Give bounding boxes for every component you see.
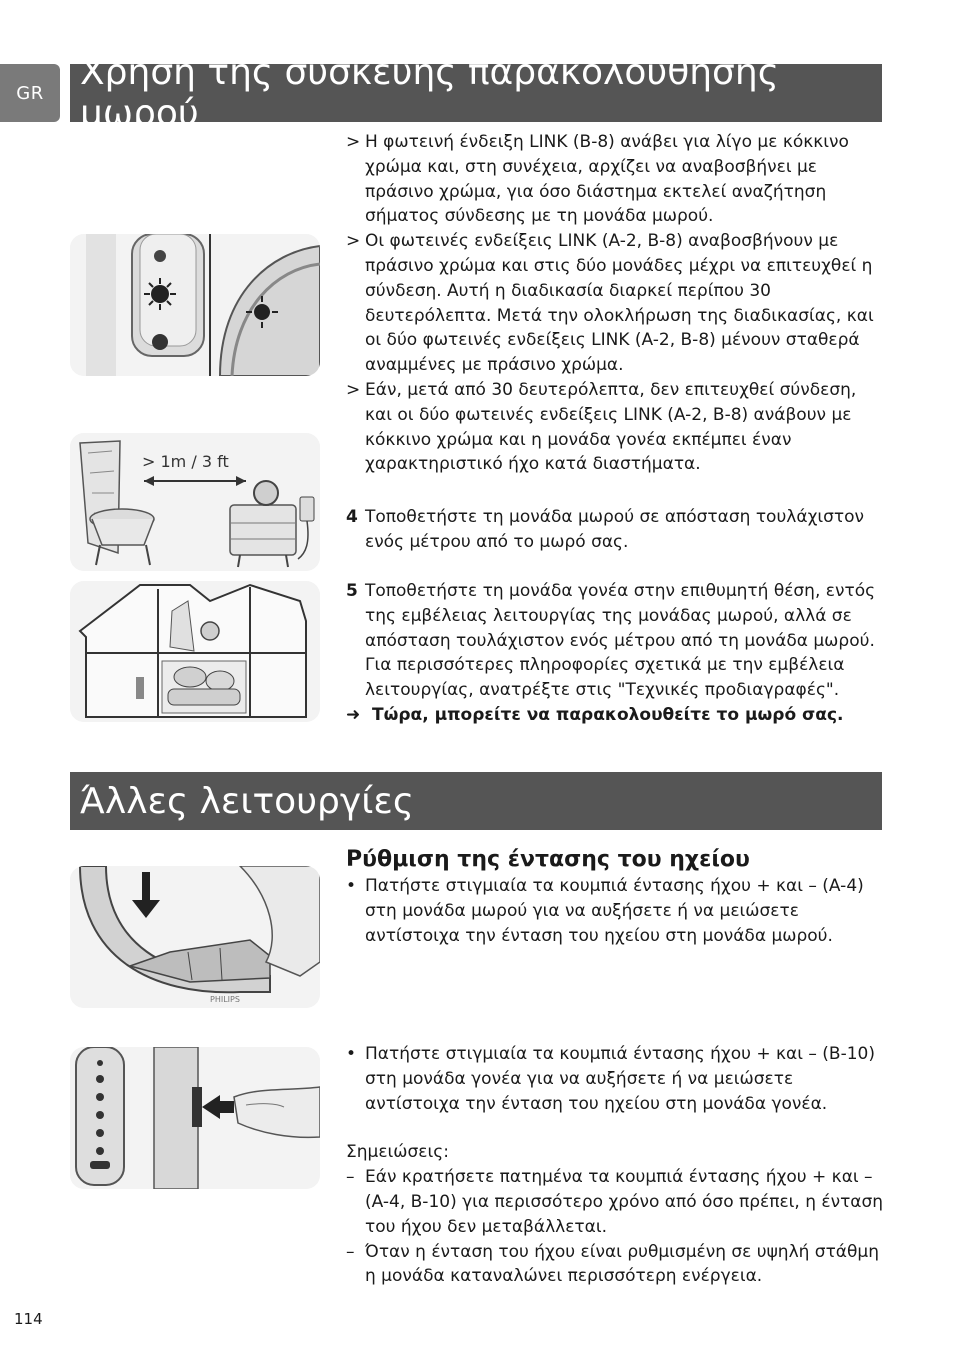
link-light-illustration — [70, 234, 320, 376]
volume-section-parent — [346, 1042, 886, 1289]
note-item: – Όταν η ένταση του ήχου είναι ρυθμισμένη σε υψηλή στάθμη η μονάδα καταναλώνει περισσότερη ενέργεια. — [346, 1241, 880, 1287]
result-line: ➜ Τώρα, μπορείτε να παρακολουθείτε το μωρό σας. — [346, 703, 886, 728]
step-4: 4 Τοποθετήστε τη μονάδα μωρού σε απόσταση τουλάχιστον ενός μέτρου από το μωρό σας. — [346, 507, 865, 552]
step-5: 5 Τοποθετήστε τη μονάδα γονέα στην επιθυμητή θέση, εντός της εμβέλειας λειτουργίας της μονάδας μωρού, αλλά σε απόσταση τουλάχιστον ενός μέτρου από τη μονάδα μωρού. Για περισσότερες πληροφορίες σχετικά με την εμβέλεια λειτουργίας, ανατρέξτε στις "Τεχνικές προδιαγραφές". ➜ Τώρα, μπορείτε να παρακολουθείτε το μωρό σας. — [346, 579, 886, 728]
note-item: – Εάν κρατήσετε πατημένα τα κουμπιά έντασης ήχου + και – (A-4, B-10) για περισσότερο χρόνο από όσο πρέπει, η ένταση του ήχου δεν μεταβάλλεται. — [346, 1167, 884, 1237]
language-tab: GR — [0, 64, 60, 122]
subheading-volume: Ρύθμιση της έντασης του ηχείου — [346, 847, 750, 872]
volume-section — [346, 846, 886, 948]
section-title-usage: Χρήση της συσκευής παρακολούθησης μωρού — [70, 64, 882, 122]
notes-label: Σημειώσεις: — [346, 1142, 449, 1163]
section-title-other-functions: Άλλες λειτουργίες — [70, 772, 882, 830]
distance-label: > 1m / 3 ft — [142, 452, 229, 471]
status-bullet: > Η φωτεινή ένδειξη LINK (B-8) ανάβει για λίγο με κόκκινο χρώμα και, στη συνέχεια, αρχίζει να αναβοσβήνει με πράσινο χρώμα, για όσο διάστημα εκτελεί αναζήτηση σήματος σύνδεσης με τη μονάδα μωρού. — [346, 132, 849, 227]
status-bullets — [346, 130, 886, 477]
baby-unit-volume-illustration — [70, 866, 320, 1008]
house-illustration — [70, 581, 320, 722]
volume-bullet-baby: • Πατήστε στιγμιαία τα κουμπιά έντασης ήχου + και – (A-4) στη μονάδα μωρού για να αυξήσετε ή να μειώσετε αντίστοιχα την ένταση του ηχείου στη μονάδα μωρού. — [346, 876, 864, 946]
distance-illustration — [70, 433, 320, 571]
parent-unit-volume-illustration — [70, 1047, 320, 1189]
volume-bullet-parent: • Πατήστε στιγμιαία τα κουμπιά έντασης ήχου + και – (B-10) στη μονάδα γονέα για να αυξήσετε ή να μειώσετε αντίστοιχα την ένταση του ηχείου στη μονάδα γονέα. — [346, 1044, 875, 1114]
status-bullet: > Οι φωτεινές ενδείξεις LINK (A-2, B-8) αναβοσβήνουν με πράσινο χρώμα και στις δύο μονάδες μέχρι να επιτευχθεί η σύνδεση. Αυτή η διαδικασία διαρκεί περίπου 30 δευτερόλεπτα. Μετά την ολοκλήρωση της διαδικασίας, και οι δύο φωτεινές ενδείξεις LINK (A-2, B-8) μένουν σταθερά αναμμένες με πράσινο χρώμα. — [346, 231, 874, 376]
svg-text:PHILIPS: PHILIPS — [210, 995, 240, 1004]
page-number: 114 — [14, 1310, 43, 1328]
arrow-right-icon: ➜ — [346, 704, 361, 725]
status-bullet: > Εάν, μετά από 30 δευτερόλεπτα, δεν επιτευχθεί σύνδεση, και οι δύο φωτεινές ενδείξεις LINK (A-2, B-8) ανάβουν με κόκκινο χρώμα και η μονάδα γονέα εκπέμπει έναν χαρακτηριστικό ήχο κατά διαστήματα. — [346, 379, 857, 475]
